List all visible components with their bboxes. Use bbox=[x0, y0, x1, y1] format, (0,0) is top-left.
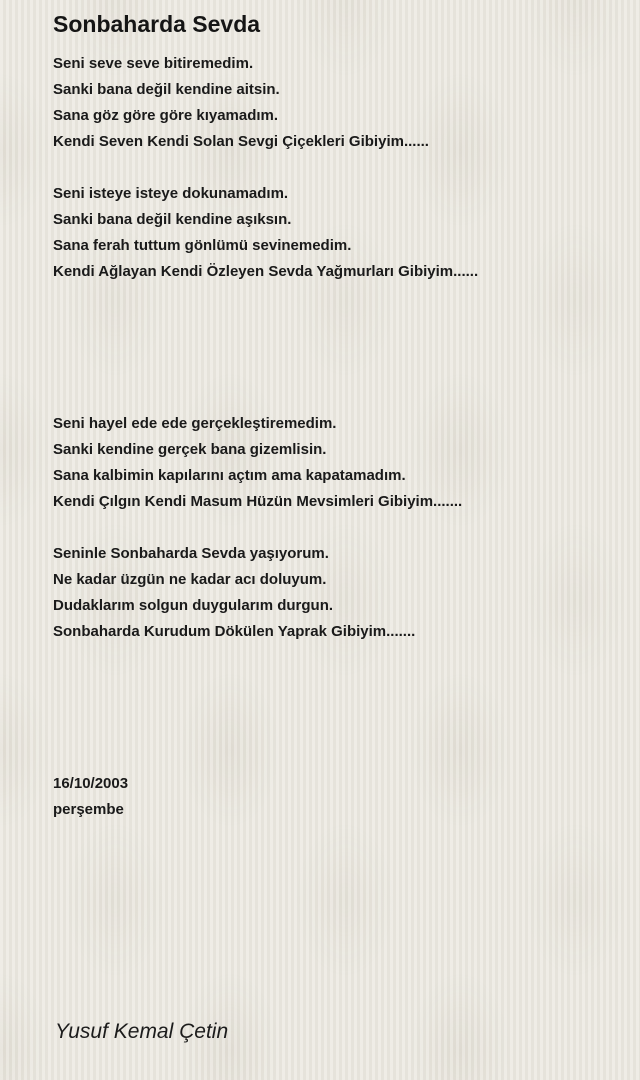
poem-title: Sonbaharda Sevda bbox=[53, 11, 261, 37]
stanza-4-line-1: Seninle Sonbaharda Sevda yaşıyorum. bbox=[53, 545, 329, 562]
stanza-3-line-2: Sanki kendine gerçek bana gizemlisin. bbox=[53, 441, 327, 458]
stanza-1-line-2: Sanki bana değil kendine aitsin. bbox=[53, 81, 280, 98]
stanza-2-line-4: Kendi Ağlayan Kendi Özleyen Sevda Yağmurları Gibiyim...... bbox=[53, 263, 479, 280]
stanza-1-line-1: Seni seve seve bitiremedim. bbox=[53, 55, 254, 72]
stanza-4-line-3: Dudaklarım solgun duygularım durgun. bbox=[53, 597, 334, 614]
poem-day: perşembe bbox=[53, 801, 124, 818]
stanza-4-line-2: Ne kadar üzgün ne kadar acı doluyum. bbox=[53, 571, 327, 588]
poem-date: 16/10/2003 bbox=[53, 775, 129, 792]
author-signature: Yusuf Kemal Çetin bbox=[55, 1020, 229, 1043]
stanza-2-line-1: Seni isteye isteye dokunamadım. bbox=[53, 185, 289, 202]
stanza-2-line-3: Sana ferah tuttum gönlümü sevinemedim. bbox=[53, 237, 352, 254]
stanza-3-line-4: Kendi Çılgın Kendi Masum Hüzün Mevsimleri Gibiyim....... bbox=[53, 493, 463, 510]
stanza-1-line-3: Sana göz göre göre kıyamadım. bbox=[53, 107, 279, 124]
stanza-3-line-3: Sana kalbimin kapılarını açtım ama kapatamadım. bbox=[53, 467, 406, 484]
stanza-2-line-2: Sanki bana değil kendine aşıksın. bbox=[53, 211, 292, 228]
stanza-4-line-4: Sonbaharda Kurudum Dökülen Yaprak Gibiyim....... bbox=[53, 623, 416, 640]
stanza-3-line-1: Seni hayel ede ede gerçekleştiremedim. bbox=[53, 415, 337, 432]
stanza-1-line-4: Kendi Seven Kendi Solan Sevgi Çiçekleri Gibiyim...... bbox=[53, 133, 429, 150]
